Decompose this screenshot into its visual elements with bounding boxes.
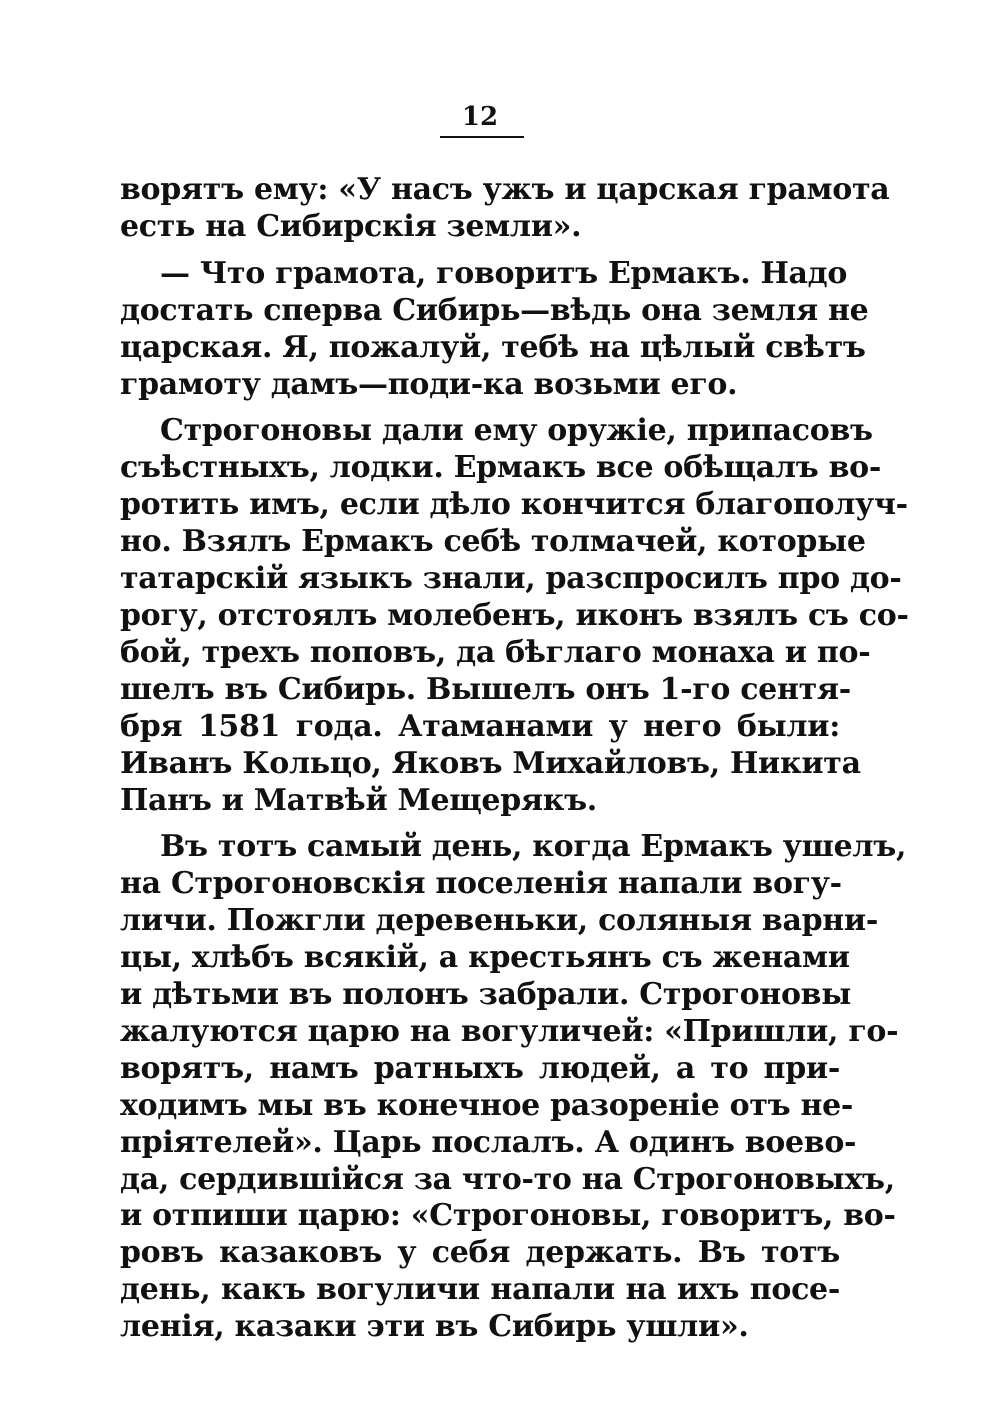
text-line: Строгоновы дали ему оружіе, припасовъ (160, 413, 873, 449)
text-line: но. Взялъ Ермакъ себѣ толмачей, которые (120, 524, 866, 560)
text-line: и отпиши царю: «Строгоновы, говоритъ, во- (120, 1198, 896, 1234)
text-line: татарскій языкъ знали, разспросилъ про до- (120, 561, 902, 597)
text-line: цы, хлѣбъ всякій, а крестьянъ съ женами (120, 940, 850, 976)
text-line: день, какъ вогуличи напали на ихъ посе- (120, 1272, 840, 1308)
text-line: Иванъ Кольцо, Яковъ Михайловъ, Никита (120, 745, 861, 781)
paragraph-1 (120, 172, 890, 246)
text-line: есть на Сибирскія земли». (120, 208, 582, 244)
paragraph-gap (120, 819, 840, 829)
text-line: достать сперва Сибирь—вѣдь она земля не (120, 292, 869, 328)
text-line: бой, трехъ поповъ, да бѣглаго монаха и по- (120, 634, 871, 670)
text-line: грамоту дамъ—поди-ка возьми его. (120, 366, 738, 402)
text-line: Въ тотъ самый день, когда Ермакъ ушелъ, (160, 829, 907, 865)
text-line: и дѣтьми въ полонъ забрали. Строгоновы (120, 977, 851, 1013)
paragraph-4 (120, 829, 907, 1346)
text-line: ротить имъ, если дѣло кончится благополуч- (120, 487, 908, 523)
text-line: жалуются царю на вогуличей: «Пришли, го- (120, 1013, 899, 1049)
paragraph-3 (120, 413, 909, 819)
text-block (120, 172, 909, 1346)
paragraph-gap (120, 403, 840, 413)
book-page (120, 100, 909, 1346)
text-line: да, сердившійся за что-то на Строгоновыхъ, (120, 1161, 895, 1197)
text-line: ворятъ, намъ ратныхъ людей, а то при- (120, 1050, 840, 1086)
text-line: личи. Пожгли деревеньки, соляныя варни- (120, 903, 879, 939)
text-line: шелъ въ Сибирь. Вышелъ онъ 1-го сентя- (120, 671, 851, 707)
text-line: — Что грамота, говоритъ Ермакъ. Надо (160, 255, 848, 291)
text-line: пріятелей». Царь послалъ. А одинъ воево- (120, 1124, 857, 1160)
page-number-rule (440, 136, 524, 138)
text-line: ровъ казаковъ у себя держать. Въ тотъ (120, 1235, 840, 1271)
text-line: Панъ и Матвѣй Мещерякъ. (120, 782, 597, 818)
text-line: ленія, казаки эти въ Сибирь ушли». (120, 1309, 749, 1345)
text-line: ворятъ ему: «У насъ ужъ и царская грамота (120, 172, 890, 207)
paragraph-2 (120, 255, 869, 404)
text-line: ходимъ мы въ конечное разореніе отъ не- (120, 1087, 854, 1123)
text-line: съѣстныхъ, лодки. Ермакъ все обѣщалъ во- (120, 450, 882, 486)
text-line: на Строгоновскія поселенія напали вогу- (120, 866, 842, 902)
page-number: 12 (461, 102, 499, 132)
paragraph-gap (120, 246, 840, 256)
text-line: царская. Я, пожалуй, тебѣ на цѣлый свѣтъ (120, 329, 866, 365)
text-line: рогу, отстоялъ молебенъ, иконъ взялъ съ со- (120, 597, 909, 633)
text-line: бря 1581 года. Атаманами у него были: (120, 708, 840, 744)
